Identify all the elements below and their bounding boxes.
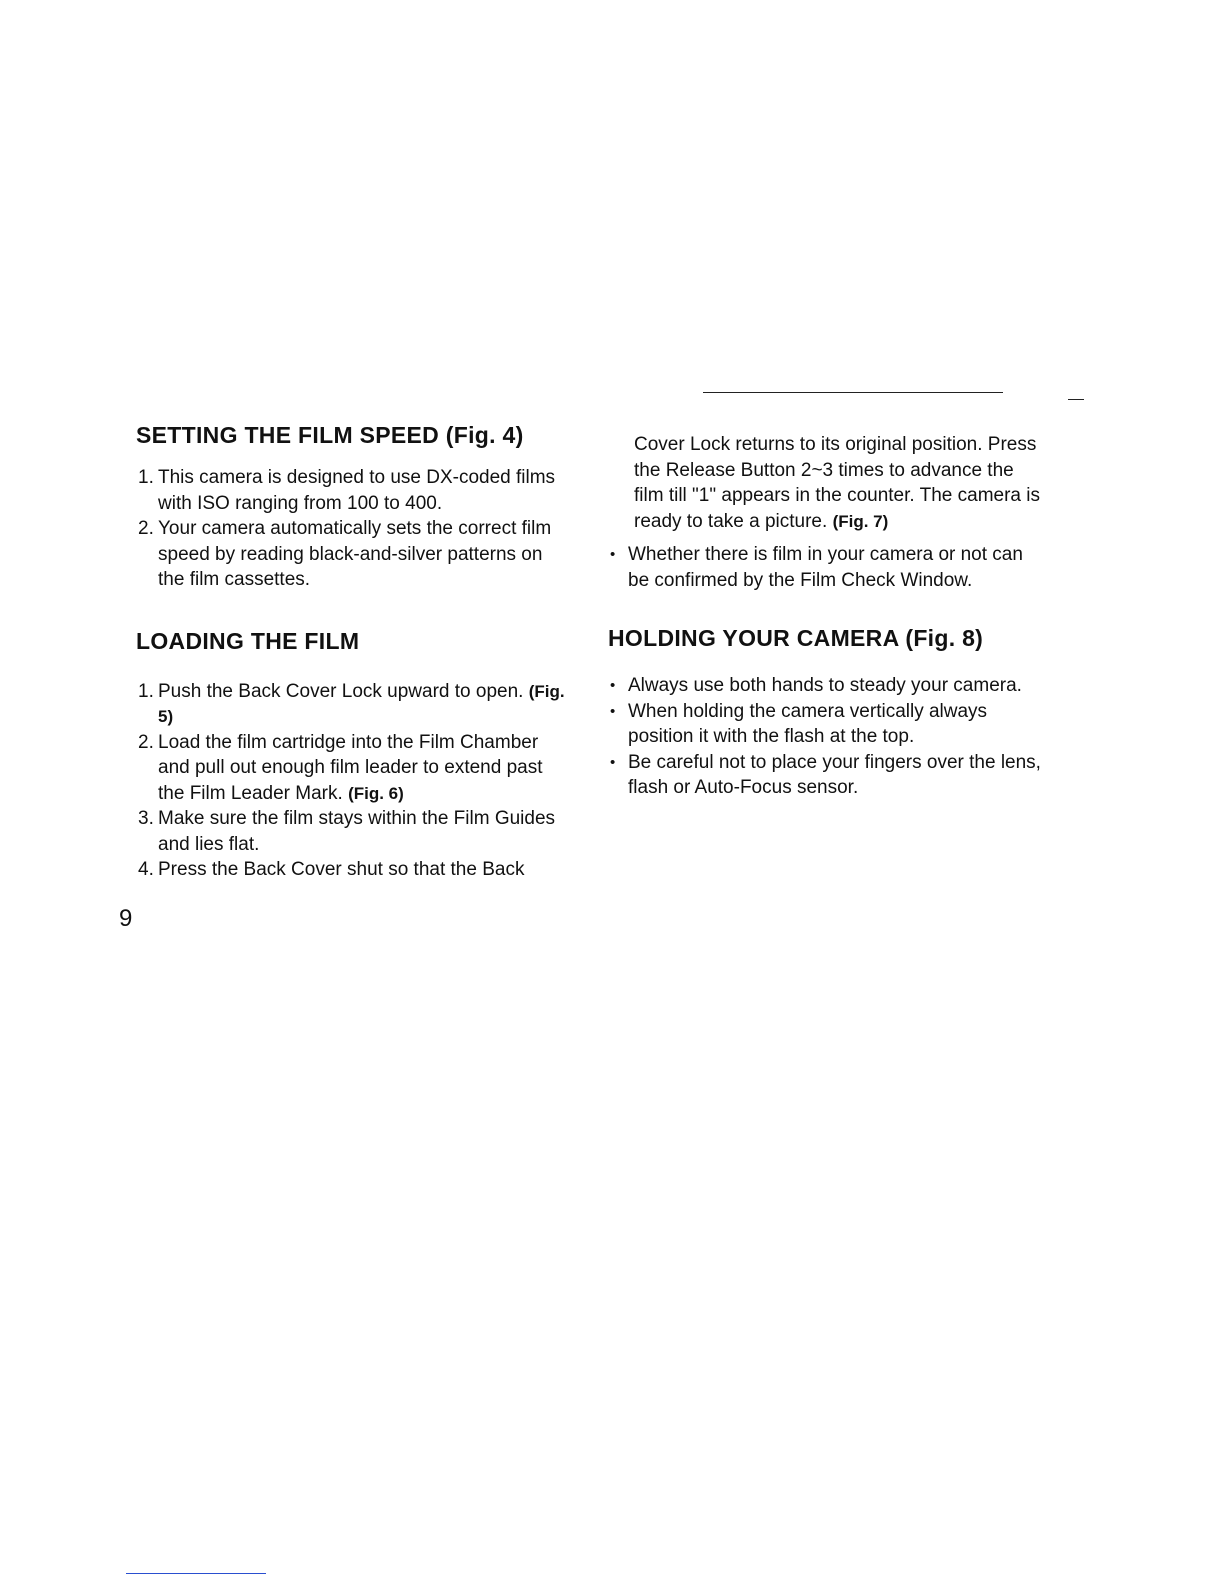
fig-ref: (Fig. 7) xyxy=(832,511,889,531)
item-text: Always use both hands to steady your camera. xyxy=(628,675,1022,696)
item-number: 1. xyxy=(138,680,154,702)
item-number: 4. xyxy=(138,859,154,880)
item-text: When holding the camera vertically always position it with the flash at the top. xyxy=(628,700,988,747)
item-text: Load the film cartridge into the Film Chamber and pull out enough film leader to extend past the Film Leader Mark. xyxy=(158,731,543,804)
section-title-holding xyxy=(608,623,1048,653)
list-item xyxy=(136,806,566,857)
item-text: Press the Back Cover shut so that the Back xyxy=(158,859,525,880)
section-title-text: HOLDING YOUR CAMERA xyxy=(608,625,899,651)
page-number: 9 xyxy=(119,905,133,932)
section-fig-ref: (Fig. 8) xyxy=(905,625,984,651)
item-text: Be careful not to place your fingers over the lens, flash or Auto-Focus sensor. xyxy=(628,751,1041,798)
section-fig-ref: (Fig. 4) xyxy=(445,422,524,448)
loading-list xyxy=(136,679,566,883)
fig-ref: (Fig. 5) xyxy=(158,681,565,726)
list-item xyxy=(136,857,566,883)
continuation-text: Cover Lock returns to its original position. Press the Release Button 2~3 times to advance the film till "1" appears in the counter. The camera is ready to take a picture. xyxy=(634,434,1040,532)
continued-step-text xyxy=(608,432,1048,534)
bullet-icon: • xyxy=(610,753,616,771)
item-number: 1. xyxy=(138,467,154,488)
item-number: 2. xyxy=(138,731,154,753)
film-check-list xyxy=(608,542,1048,593)
list-item xyxy=(608,750,1048,801)
item-text: Push the Back Cover Lock upward to open. xyxy=(158,680,524,702)
bullet-icon: • xyxy=(610,702,616,720)
bullet-icon: • xyxy=(610,677,616,694)
list-item xyxy=(608,699,1048,750)
item-text: Whether there is film in your camera or not can be confirmed by the Film Check Window. xyxy=(628,544,1023,591)
item-text: This camera is designed to use DX-coded films with ISO ranging from 100 to 400. xyxy=(158,467,556,514)
list-item xyxy=(136,679,566,730)
section-title-film-speed xyxy=(136,420,566,450)
fig-ref: (Fig. 6) xyxy=(348,783,404,803)
section-title-text: LOADING THE FILM xyxy=(136,627,360,654)
item-text: Make sure the film stays within the Film Guides and lies flat. xyxy=(158,808,556,855)
bottom-rule xyxy=(126,1573,266,1574)
left-column xyxy=(136,420,566,883)
list-item xyxy=(136,516,566,593)
top-rule xyxy=(703,392,1003,393)
list-item xyxy=(136,730,566,807)
item-number: 3. xyxy=(138,808,154,829)
item-text: Your camera automatically sets the correct film speed by reading black-and-silver patterns on the film cassettes. xyxy=(158,518,552,590)
top-rule-short xyxy=(1068,399,1084,400)
list-item xyxy=(136,465,566,516)
list-item xyxy=(608,673,1048,699)
film-speed-list xyxy=(136,465,566,593)
right-column xyxy=(608,432,1048,801)
holding-list xyxy=(608,673,1048,801)
bullet-icon: • xyxy=(610,546,616,563)
item-number: 2. xyxy=(138,518,154,539)
section-title-text: SETTING THE FILM SPEED xyxy=(136,422,440,448)
section-title-loading xyxy=(136,626,566,656)
list-item xyxy=(608,542,1048,593)
